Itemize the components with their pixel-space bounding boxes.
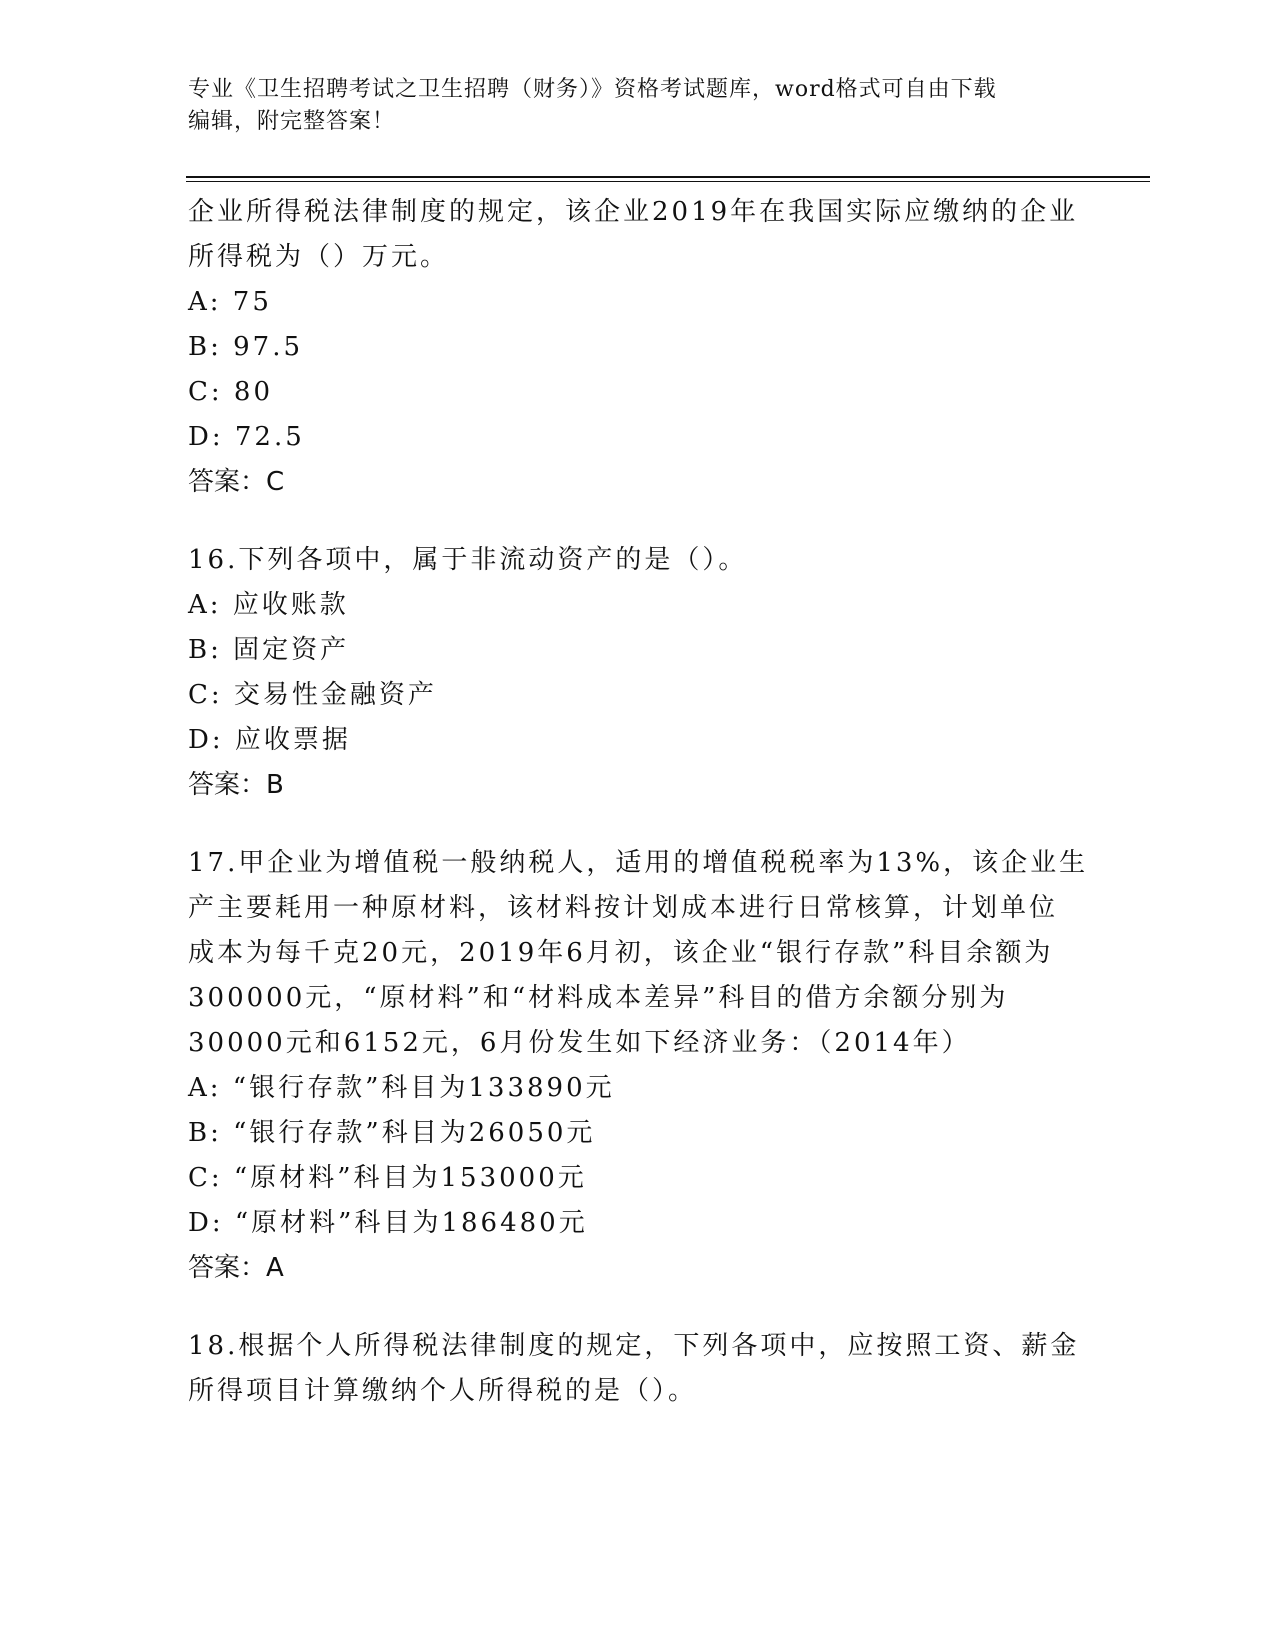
question-text-line: 17.甲企业为增值税一般纳税人，适用的增值税税率为13%，该企业生 bbox=[188, 848, 1089, 878]
answer: 答案：B bbox=[188, 770, 284, 800]
option-b: B: “银行存款”科目为26050元 bbox=[188, 1118, 596, 1148]
header-divider-thin bbox=[186, 181, 1150, 182]
option-d: D: 72.5 bbox=[188, 422, 305, 452]
question-list bbox=[188, 190, 1108, 1414]
option-c: C: 交易性金融资产 bbox=[188, 680, 437, 710]
question-17 bbox=[188, 841, 1108, 1291]
option-a: A: “银行存款”科目为133890元 bbox=[188, 1073, 615, 1103]
question-text-line: 300000元，“原材料”和“材料成本差异”科目的借方余额分别为 bbox=[188, 983, 1009, 1013]
question-16 bbox=[188, 538, 1108, 808]
answer: 答案：A bbox=[188, 1253, 284, 1283]
header-line-1: 专业《卫生招聘考试之卫生招聘（财务）》资格考试题库，word格式可自由下载 bbox=[188, 77, 997, 102]
option-c: C: “原材料”科目为153000元 bbox=[188, 1163, 587, 1193]
option-d: D: 应收票据 bbox=[188, 725, 351, 755]
question-text-line: 18.根据个人所得税法律制度的规定，下列各项中，应按照工资、薪金 bbox=[188, 1331, 1080, 1361]
option-c: C: 80 bbox=[188, 377, 274, 407]
header-divider-thick bbox=[186, 176, 1150, 178]
answer: 答案：C bbox=[188, 467, 285, 497]
question-text-line: 企业所得税法律制度的规定，该企业2019年在我国实际应缴纳的企业 bbox=[188, 197, 1079, 227]
question-18 bbox=[188, 1324, 1108, 1414]
question-text-line: 30000元和6152元，6月份发生如下经济业务：（2014年） bbox=[188, 1028, 971, 1058]
question-text-line: 所得税为（）万元。 bbox=[188, 242, 450, 272]
option-b: B: 固定资产 bbox=[188, 635, 350, 665]
option-b: B: 97.5 bbox=[188, 332, 304, 362]
question-text-line: 成本为每千克20元，2019年6月初，该企业“银行存款”科目余额为 bbox=[188, 938, 1054, 968]
question-text-line: 16.下列各项中，属于非流动资产的是（）。 bbox=[188, 545, 748, 575]
header-line-2: 编辑，附完整答案！ bbox=[188, 109, 396, 134]
option-a: A: 应收账款 bbox=[188, 590, 349, 620]
option-d: D: “原材料”科目为186480元 bbox=[188, 1208, 588, 1238]
question-text-line: 所得项目计算缴纳个人所得税的是（）。 bbox=[188, 1376, 698, 1406]
question-15 bbox=[188, 190, 1108, 505]
option-a: A: 75 bbox=[188, 287, 272, 317]
document-header bbox=[188, 74, 1088, 138]
question-text-line: 产主要耗用一种原材料，该材料按计划成本进行日常核算，计划单位 bbox=[188, 893, 1059, 923]
